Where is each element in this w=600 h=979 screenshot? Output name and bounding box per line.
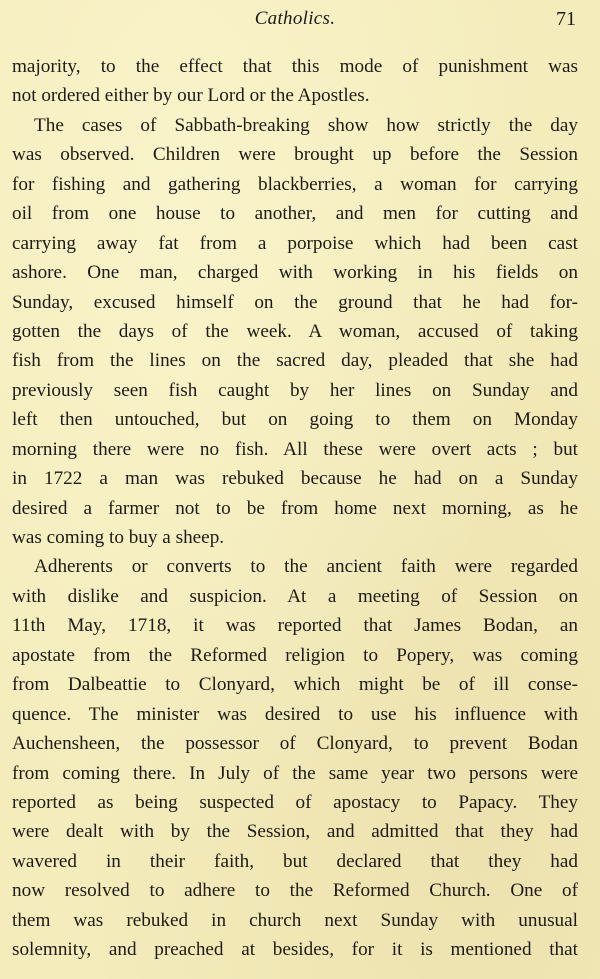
text-line: apostate from the Reformed religion to Popery, was coming (12, 644, 578, 666)
text-line: previously seen fish caught by her lines on Sunday and (12, 379, 578, 401)
text-line: reported as being suspected of apostacy to Papacy. They (12, 791, 578, 813)
text-line: gotten the days of the week. A woman, accused of taking (12, 320, 578, 342)
text-line: solemnity, and preached at besides, for it is mentioned that (12, 939, 578, 961)
text-line: oil from one house to another, and men for cutting and (12, 203, 578, 225)
text-line: in 1722 a man was rebuked because he had on a Sunday (12, 468, 578, 490)
text-line: fish from the lines on the sacred day, pleaded that she had (12, 350, 578, 372)
text-line: with dislike and suspicion. At a meeting of Session on (12, 585, 578, 607)
page-header (12, 6, 578, 34)
text-line: them was rebuked in church next Sunday with unusual (12, 909, 578, 931)
text-line: from coming there. In July of the same year two persons were (12, 762, 578, 784)
text-line: for fishing and gathering blackberries, a woman for carrying (12, 173, 578, 195)
text-line: were dealt with by the Session, and admitted that they had (12, 821, 578, 843)
text-line: Auchensheen, the possessor of Clonyard, to prevent Bodan (12, 733, 578, 755)
text-line: 11th May, 1718, it was reported that James Bodan, an (12, 615, 578, 637)
text-line: not ordered either by our Lord or the Apostles. (12, 85, 370, 107)
body-text (12, 52, 578, 965)
text-line: The cases of Sabbath-breaking show how strictly the day (34, 114, 578, 136)
text-line: carrying away fat from a porpoise which had been cast (12, 232, 578, 254)
text-line: desired a farmer not to be from home next morning, as he (12, 497, 578, 519)
page-number: 71 (556, 8, 576, 30)
running-title: Catholics. (254, 8, 336, 29)
text-line: was coming to buy a sheep. (12, 527, 225, 548)
text-line: left then untouched, but on going to them on Monday (12, 409, 578, 431)
text-line: now resolved to adhere to the Reformed Church. One of (12, 880, 578, 902)
text-line: Adherents or converts to the ancient faith were regarded (34, 556, 578, 578)
text-line: Sunday, excused himself on the ground that he had for- (12, 291, 578, 313)
text-line: majority, to the effect that this mode of punishment was (12, 56, 578, 77)
text-line: was observed. Children were brought up before the Session (12, 144, 578, 166)
text-line: wavered in their faith, but declared that they had (12, 850, 578, 872)
text-line: quence. The minister was desired to use his influence with (12, 703, 578, 725)
text-line: from Dalbeattie to Clonyard, which might be of ill conse- (12, 674, 578, 696)
text-line: ashore. One man, charged with working in his fields on (12, 262, 578, 284)
text-line: morning there were no fish. All these were overt acts ; but (12, 438, 578, 460)
